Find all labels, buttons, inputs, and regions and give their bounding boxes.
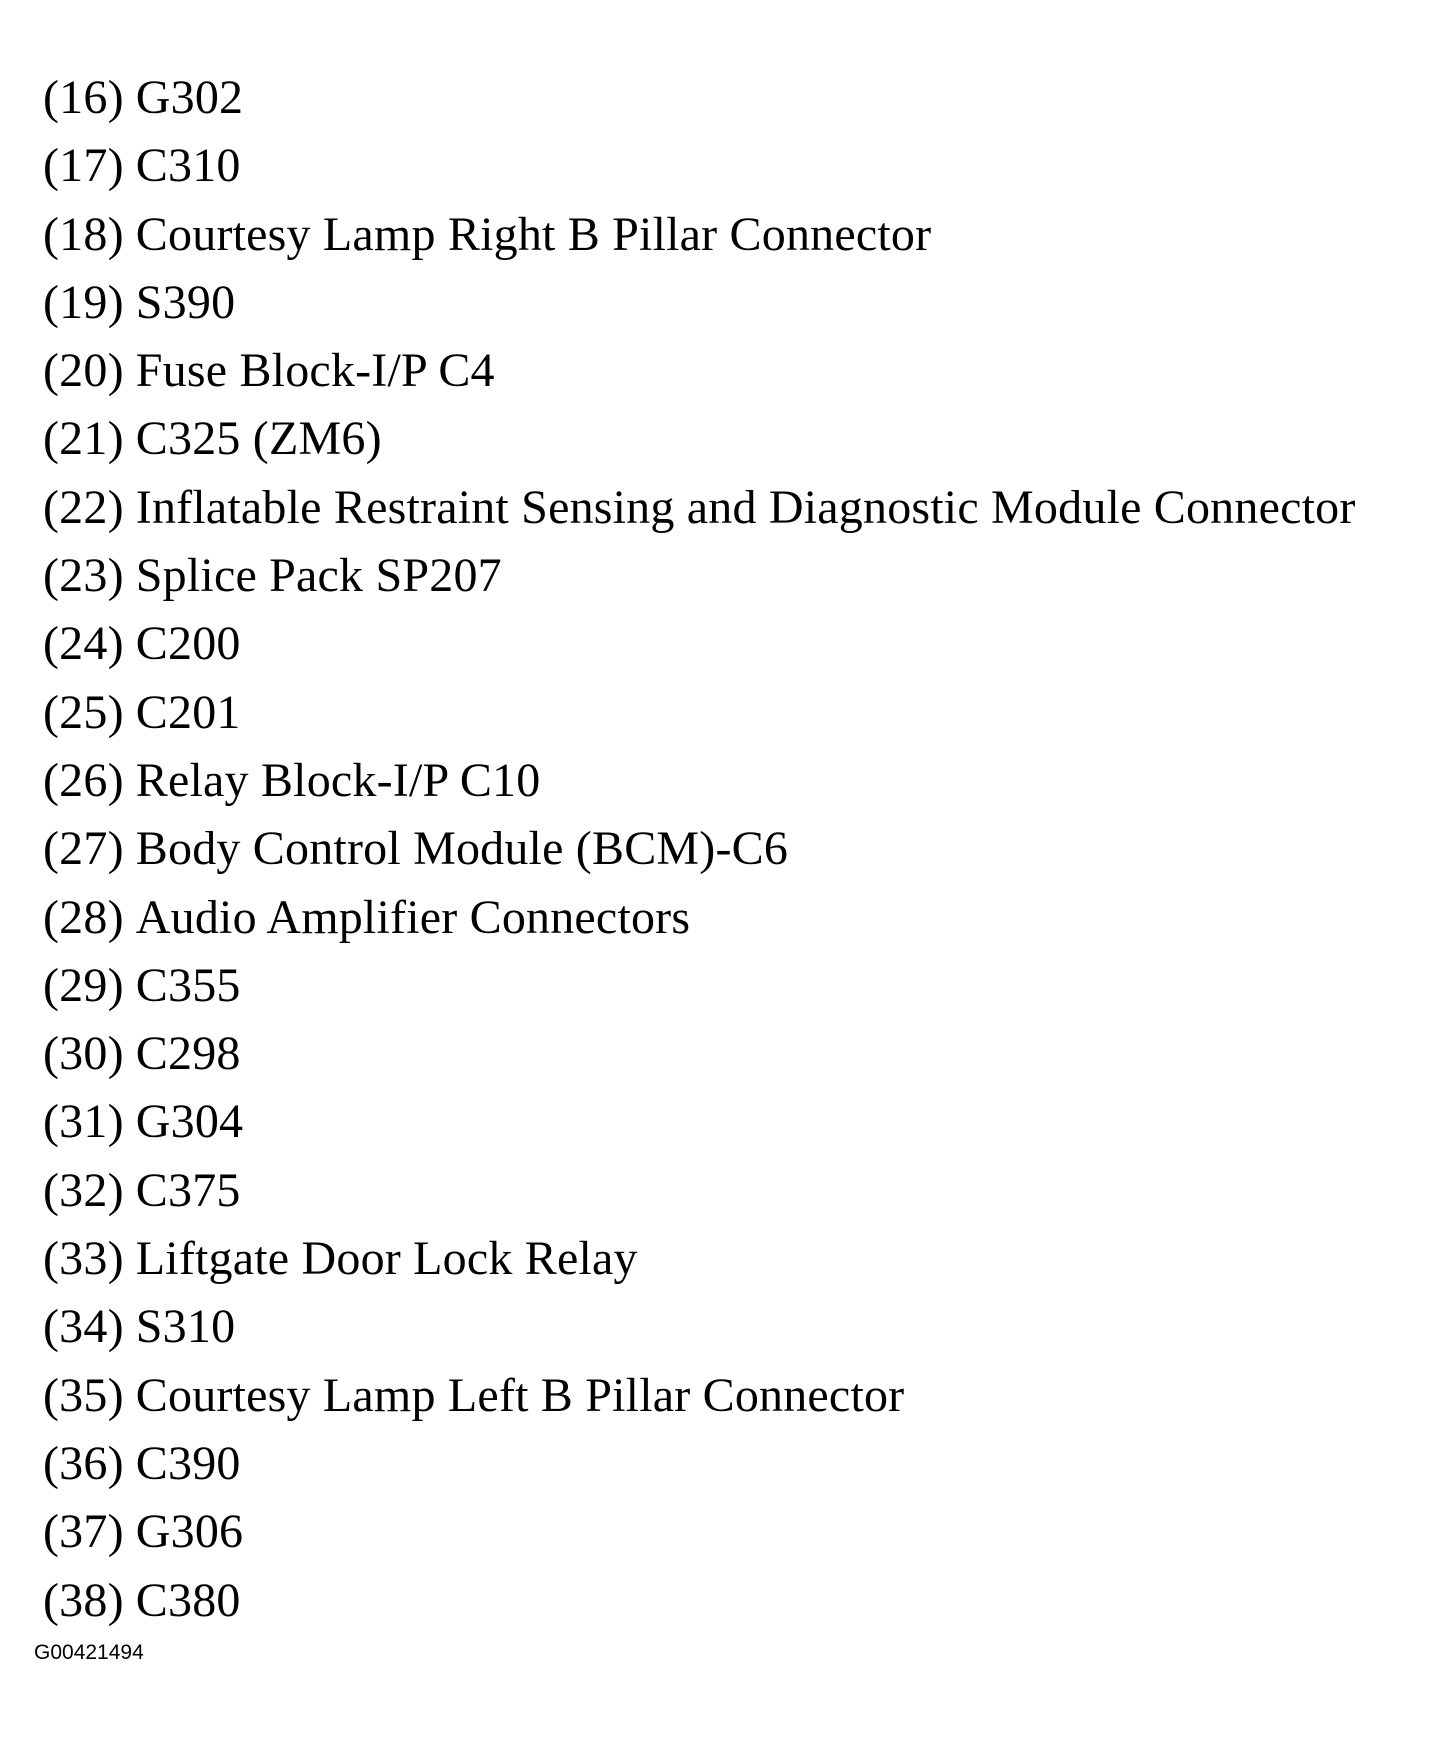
item-number: (19) (43, 275, 124, 329)
item-number: (35) (43, 1368, 124, 1422)
item-label: C390 (135, 1436, 241, 1490)
legend-item (43, 269, 1356, 337)
item-label: S390 (135, 275, 236, 329)
item-label: C380 (135, 1573, 241, 1627)
item-number: (28) (43, 890, 124, 944)
item-number: (30) (43, 1027, 124, 1081)
item-label: Body Control Module (BCM)-C6 (135, 822, 789, 876)
legend-item (43, 1498, 1356, 1566)
item-number: (32) (43, 1163, 124, 1217)
item-number: (16) (43, 71, 124, 124)
item-label: C375 (135, 1163, 241, 1217)
legend-item (43, 132, 1356, 200)
legend-item (43, 610, 1356, 678)
legend-item (43, 474, 1356, 542)
item-label: Audio Amplifier Connectors (135, 890, 691, 944)
item-label: G306 (135, 1505, 244, 1559)
item-label: Liftgate Door Lock Relay (135, 1232, 638, 1286)
item-label: C355 (135, 958, 241, 1012)
legend-item (43, 1430, 1356, 1498)
item-number: (31) (43, 1095, 124, 1149)
item-number: (36) (43, 1436, 124, 1490)
legend-item (43, 337, 1356, 405)
item-number: (18) (43, 207, 124, 261)
legend-item (43, 1088, 1356, 1156)
item-number: (29) (43, 958, 124, 1012)
item-label: C200 (135, 617, 241, 671)
component-legend-list (43, 64, 1356, 1635)
legend-item (43, 1225, 1356, 1293)
item-label: C325 (ZM6) (135, 412, 382, 466)
item-number: (17) (43, 139, 124, 193)
item-label: C298 (135, 1027, 241, 1081)
item-label: C310 (135, 139, 241, 193)
item-label: Splice Pack SP207 (135, 549, 502, 603)
item-number: (23) (43, 549, 124, 603)
item-label: Fuse Block-I/P C4 (135, 344, 495, 398)
legend-item (43, 815, 1356, 883)
item-number: (34) (43, 1300, 124, 1354)
legend-item (43, 1020, 1356, 1088)
item-label: Courtesy Lamp Left B Pillar Connector (135, 1368, 905, 1422)
item-number: (20) (43, 344, 124, 398)
legend-item (43, 1362, 1356, 1430)
item-label: C201 (135, 685, 241, 739)
item-label: Courtesy Lamp Right B Pillar Connector (135, 207, 932, 261)
item-number: (26) (43, 753, 124, 807)
item-number: (25) (43, 685, 124, 739)
figure-id-label: G00421494 (34, 1641, 144, 1664)
item-label: Inflatable Restraint Sensing and Diagnostic Module Connector (135, 480, 1356, 534)
item-label: G302 (135, 71, 244, 124)
item-label: Relay Block-I/P C10 (135, 753, 541, 807)
legend-item (43, 201, 1356, 269)
item-number: (38) (43, 1573, 124, 1627)
legend-item (43, 405, 1356, 473)
item-number: (27) (43, 822, 124, 876)
item-number: (21) (43, 412, 124, 466)
legend-item (43, 1567, 1356, 1635)
legend-item (43, 747, 1356, 815)
item-label: G304 (135, 1095, 244, 1149)
item-number: (33) (43, 1232, 124, 1286)
item-number: (22) (43, 480, 124, 534)
legend-item (43, 1157, 1356, 1225)
item-number: (37) (43, 1505, 124, 1559)
legend-item (43, 884, 1356, 952)
legend-item (43, 952, 1356, 1020)
item-number: (24) (43, 617, 124, 671)
item-label: S310 (135, 1300, 236, 1354)
legend-item (43, 679, 1356, 747)
legend-item (43, 1293, 1356, 1361)
legend-item (43, 542, 1356, 610)
legend-item (43, 64, 1356, 132)
